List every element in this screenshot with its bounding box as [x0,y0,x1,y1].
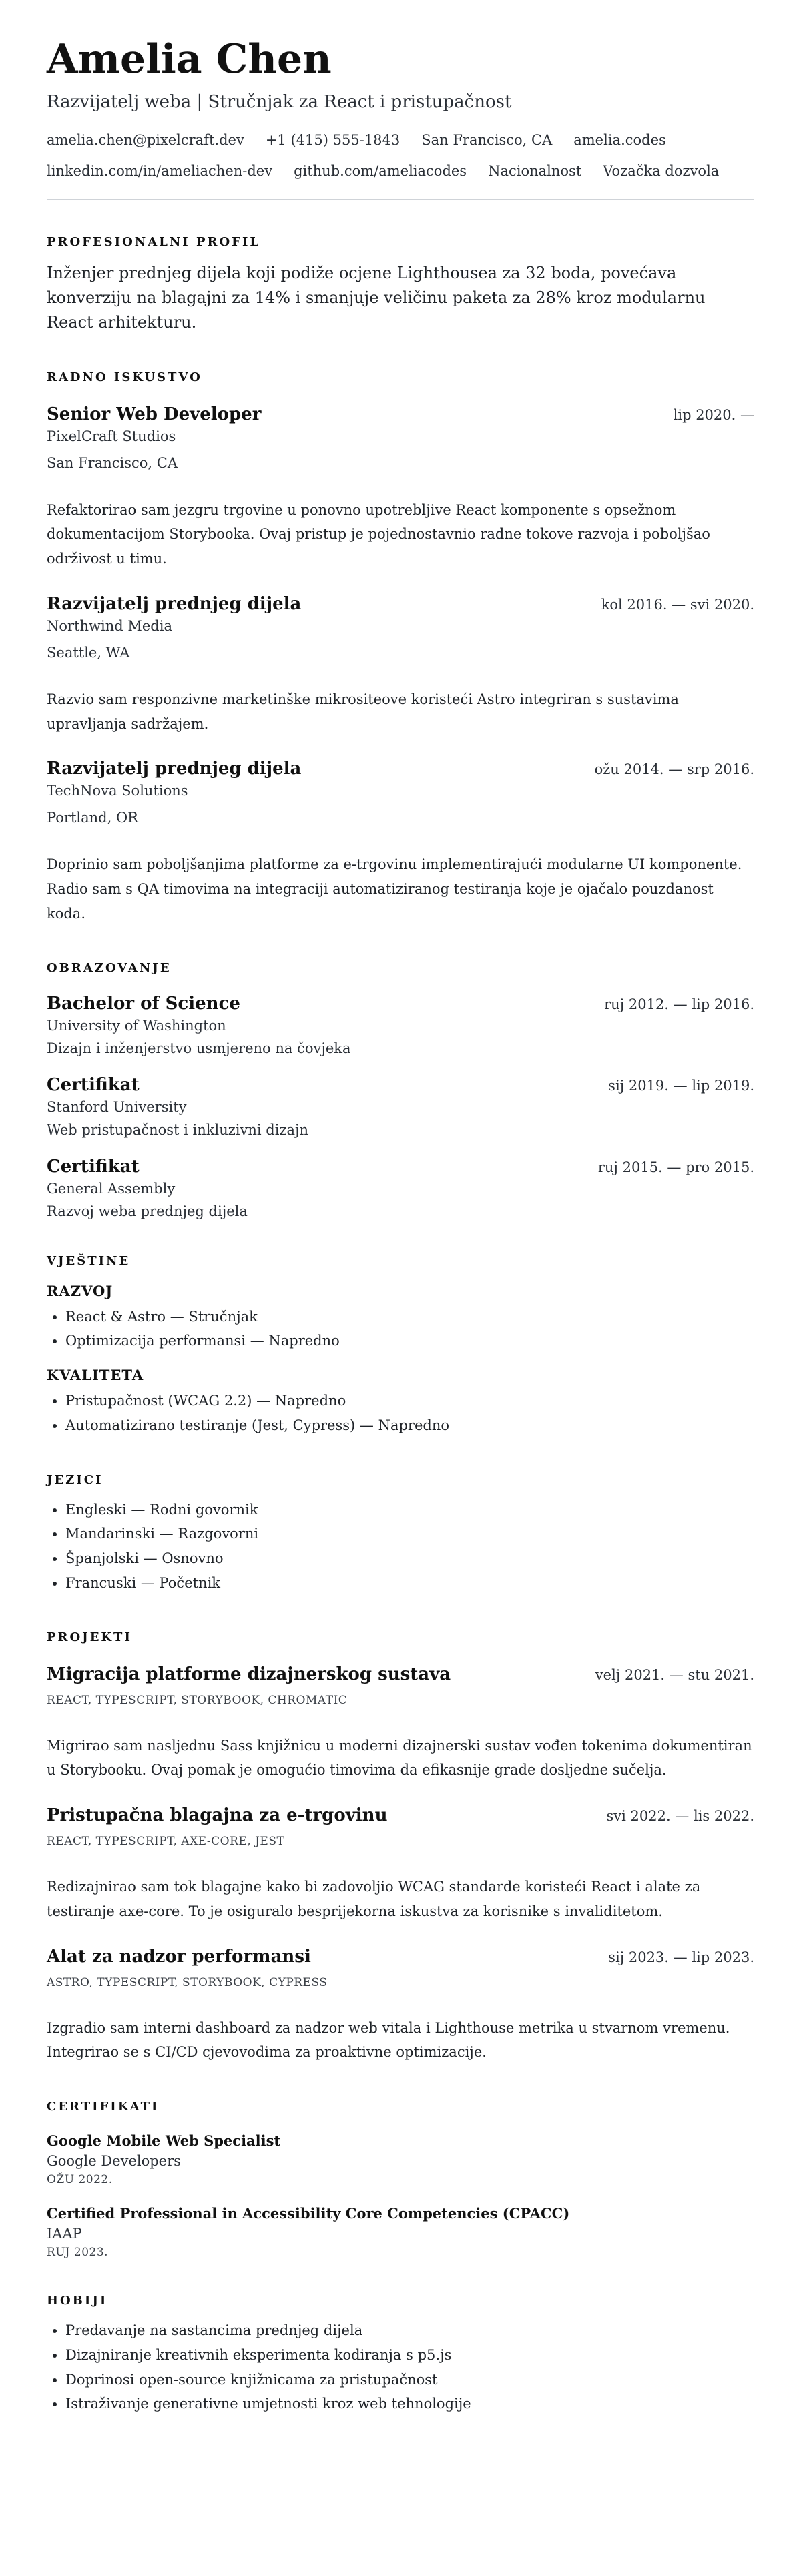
education-dates: sij 2019. — lip 2019. [608,1077,754,1094]
project-tech-stack: REACT, TYPESCRIPT, AXE-CORE, JEST [47,1835,285,1849]
candidate-headline: Razvijatelj weba | Stručnjak za React i pristupačnost [47,92,512,112]
skills-section [47,1254,754,1438]
contact-website[interactable]: amelia.codes [573,132,666,148]
project-dates: svi 2022. — lis 2022. [606,1808,754,1825]
certificate-issuer: Google Developers [47,2153,181,2170]
language-item: • Mandarinski — Razgovorni [65,1522,754,1546]
project-description: Migrirao sam nasljednu Sass knjižnicu u moderni dizajnerski sustav vođen tokenima dokumentiran u Storybooku. Ovaj pomak je omogućio timovima da efikasnije grade dosljedne sučelja. [47,1737,752,1779]
contact-location: San Francisco, CA [421,132,553,148]
project-item [47,1947,754,2065]
section-title-profile: PROFESIONALNI PROFIL [47,235,261,249]
profile-summary: Inženjer prednjeg dijela koji podiže ocjene Lighthousea za 32 boda, povećava konverziju na blagajni za 14% i smanjuje veličinu paketa za 28% kroz modularnu React arhitekturu. [47,264,706,332]
section-title-education: OBRAZOVANJE [47,960,172,975]
job-company: Northwind Media [47,617,172,634]
profile-section [47,235,754,336]
certificate-item [47,2205,754,2259]
experience-item [47,759,754,926]
languages-section [47,1473,754,1596]
certificate-name: Certified Professional in Accessibility Core Competencies (CPACC) [47,2205,570,2222]
header-divider [47,199,754,200]
skill-item: • Optimizacija performansi — Napredno [65,1329,754,1353]
skill-group [47,1367,754,1438]
contact-email[interactable]: amelia.chen@pixelcraft.dev [47,132,244,148]
candidate-name: Amelia Chen [47,36,332,83]
skill-item: • Pristupačnost (WCAG 2.2) — Napredno [65,1389,754,1413]
section-title-skills: VJEŠTINE [47,1253,131,1268]
education-degree: Certifikat [47,1156,140,1177]
language-item: • Francuski — Početnik [65,1571,754,1596]
job-description: Doprinio sam poboljšanjima platforme za e-trgovinu implementirajući modularne UI komponente. Radio sam s QA timovima na integraciji automatiziranog testiranja koje je ojačalo pouzdanost koda. [47,856,742,922]
contact-row-1 [47,132,754,148]
project-name: Migracija platforme dizajnerskog sustava [47,1664,451,1684]
education-school: Stanford University [47,1098,187,1115]
education-school: University of Washington [47,1017,226,1034]
certificate-date: OŽU 2022. [47,2173,113,2187]
project-name: Alat za nadzor performansi [47,1946,311,1967]
skill-group-title: RAZVOJ [47,1282,113,1299]
project-description: Izgradio sam interni dashboard za nadzor web vitala i Lighthouse metrika u stvarnom vremenu. Integrirao se s CI/CD cjevovodima za proaktivne optimizacije. [47,2019,730,2061]
contact-row-2 [47,163,754,179]
project-dates: velj 2021. — stu 2021. [595,1666,754,1683]
language-item: • Engleski — Rodni govornik [65,1498,754,1522]
job-dates: lip 2020. — [673,406,754,423]
hobbies-section [47,2294,754,2417]
experience-item [47,404,754,571]
project-tech-stack: REACT, TYPESCRIPT, STORYBOOK, CHROMATIC [47,1693,348,1707]
contact-github[interactable]: github.com/ameliacodes [294,163,467,179]
job-description: Razvio sam responzivne marketinške mikrositeove koristeći Astro integriran s sustavima upravljanja sadržajem. [47,691,679,732]
skill-group [47,1283,754,1354]
hobby-item: • Predavanje na sastancima prednjeg dijela [65,2318,754,2343]
education-field: Razvoj weba prednjeg dijela [47,1203,248,1219]
hobby-item: • Dizajniranje kreativnih eksperimenta kodiranja s p5.js [65,2343,754,2368]
contact-linkedin[interactable]: linkedin.com/in/ameliachen-dev [47,163,273,179]
skill-item: • React & Astro — Stručnjak [65,1305,754,1329]
job-title: Senior Web Developer [47,404,262,424]
education-dates: ruj 2015. — pro 2015. [597,1159,754,1175]
education-item [47,1157,754,1219]
skill-list [47,1305,754,1354]
job-title: Razvijatelj prednjeg dijela [47,593,302,614]
job-dates: ožu 2014. — srp 2016. [594,761,754,778]
education-item [47,994,754,1056]
section-title-experience: RADNO ISKUSTVO [47,370,202,384]
job-location: Seattle, WA [47,644,130,661]
job-title: Razvijatelj prednjeg dijela [47,759,302,779]
language-list [47,1498,754,1596]
education-field: Web pristupačnost i inkluzivni dizajn [47,1121,309,1138]
job-company: PixelCraft Studios [47,428,176,444]
certificate-item [47,2132,754,2186]
language-item: • Španjolski — Osnovno [65,1546,754,1571]
project-dates: sij 2023. — lip 2023. [608,1949,754,1965]
experience-section [47,370,754,926]
hobby-item: • Doprinosi open-source knjižnicama za pristupačnost [65,2368,754,2392]
project-item [47,1664,754,1783]
education-dates: ruj 2012. — lip 2016. [604,996,754,1012]
certificates-section [47,2100,754,2259]
hobby-item: • Istraživanje generativne umjetnosti kroz web tehnologije [65,2392,754,2417]
certificate-date: RUJ 2023. [47,2246,109,2260]
education-field: Dizajn i inženjerstvo usmjereno na čovjeka [47,1040,351,1056]
skill-list [47,1389,754,1438]
section-title-certificates: CERTIFIKATI [47,2100,160,2114]
project-name: Pristupačna blagajna za e-trgovinu [47,1805,388,1826]
job-company: TechNova Solutions [47,783,188,799]
project-tech-stack: ASTRO, TYPESCRIPT, STORYBOOK, CYPRESS [47,1975,328,1989]
contact-nationality: Nacionalnost [488,163,582,179]
education-school: General Assembly [47,1180,176,1197]
projects-section [47,1630,754,2065]
section-title-languages: JEZICI [47,1472,103,1487]
job-location: Portland, OR [47,810,138,826]
resume-header [47,37,754,179]
section-title-projects: PROJEKTI [47,1630,132,1644]
job-dates: kol 2016. — svi 2020. [601,596,754,613]
education-degree: Certifikat [47,1074,140,1095]
contact-phone[interactable]: +1 (415) 555-1843 [265,132,400,148]
education-section [47,961,754,1219]
certificate-issuer: IAAP [47,2226,82,2242]
contact-drivers-license: Vozačka dozvola [603,163,720,179]
job-location: San Francisco, CA [47,454,178,471]
skill-item: • Automatizirano testiranje (Jest, Cypress) — Napredno [65,1413,754,1438]
certificate-name: Google Mobile Web Specialist [47,2132,281,2150]
education-degree: Bachelor of Science [47,993,240,1014]
hobby-list [47,2318,754,2417]
education-item [47,1075,754,1138]
project-item [47,1805,754,1924]
job-description: Refaktorirao sam jezgru trgovine u ponovno upotrebljive React komponente s opsežnom dokumentacijom Storybooka. Ovaj pristup je pojednostavnio radne tokove razvoja i poboljšao održivost u timu. [47,501,710,567]
project-description: Redizajnirao sam tok blagajne kako bi zadovoljio WCAG standarde koristeći React i alate za testiranje axe-core. To je osiguralo besprijekorna iskustva za korisnike s invaliditetom. [47,1879,701,1919]
section-title-hobbies: HOBIJI [47,2294,108,2308]
experience-item [47,594,754,737]
skill-group-title: KVALITETA [47,1367,144,1384]
